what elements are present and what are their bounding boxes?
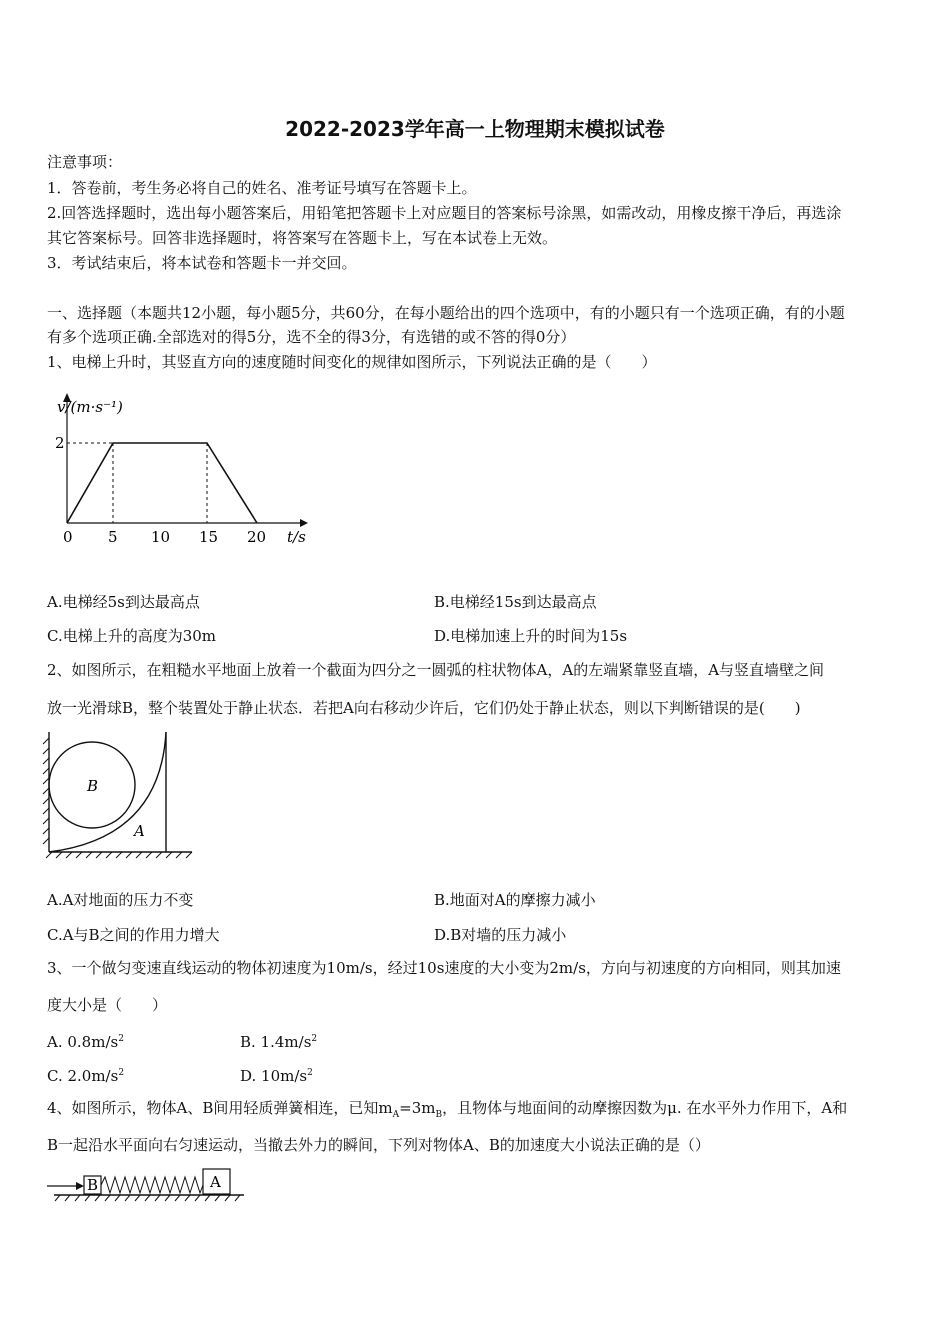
notice-item: 3．考试结束后，将本试卷和答题卡一并交回。 xyxy=(47,254,357,272)
t-tick-label: 0 xyxy=(63,528,73,546)
spring xyxy=(101,1177,203,1193)
ground-hatching xyxy=(46,852,192,858)
notice-item: 2.回答选择题时，选出每小题答案后，用铅笔把答题卡上对应题目的答案标号涂黑，如需改动，用橡皮擦干净后，再选涂 xyxy=(47,204,842,222)
option-d: D.B对墙的压力减小 xyxy=(434,926,567,944)
question-3-stem: 3、一个做匀变速直线运动的物体初速度为10m/s，经过10s速度的大小变为2m/s，方向与初速度的方向相同，则其加速 xyxy=(47,959,841,977)
t-tick-label: 5 xyxy=(108,528,118,546)
question-2-stem: 2、如图所示，在粗糙水平地面上放着一个截面为四分之一圆弧的柱状物体A，A的左端紧靠竖直墙，A与竖直墙壁之间 xyxy=(47,661,825,679)
wall-ball-diagram xyxy=(40,728,200,860)
ground-hatching xyxy=(55,1195,240,1201)
block-b-label: B xyxy=(87,1176,99,1194)
option-a: A. $0.8m/s^2$ xyxy=(47,1033,124,1051)
section-intro: 一、选择题（本题共12小题，每小题5分，共60分，在每小题给出的四个选项中，有的小题只有一个选项正确，有的小题 xyxy=(47,304,845,322)
velocity-line xyxy=(67,443,257,523)
v-axis-label: v/(m·s⁻¹) xyxy=(57,398,123,416)
option-c: C.电梯上升的高度为30m xyxy=(47,627,217,645)
t-tick-label: 15 xyxy=(199,528,219,546)
section-intro: 有多个选项正确.全部选对的得5分，选不全的得3分，有选错的或不答的得0分） xyxy=(47,328,576,346)
question-1-stem: 1、电梯上升时，其竖直方向的速度随时间变化的规律如图所示，下列说法正确的是（ ） xyxy=(47,353,657,371)
ball-b-label: B xyxy=(87,777,99,795)
t-tick-label: 10 xyxy=(151,528,171,546)
option-c: C.A与B之间的作用力增大 xyxy=(47,926,220,944)
question-4-stem: 4、如图所示，物体A、B间用轻质弹簧相连，已知$m_A=3m_B$，且物体与地面间的动摩擦因数为μ. 在水平外力作用下，A和 xyxy=(47,1099,848,1120)
t-axis-label: t/s xyxy=(287,528,306,546)
question-3-stem: 度大小是（ ） xyxy=(47,996,168,1014)
notice-item: 其它答案标号。回答非选择题时，将答案写在答题卡上，写在本试卷上无效。 xyxy=(47,229,558,247)
option-c: C. $2.0m/s^2$ xyxy=(47,1067,125,1085)
velocity-time-graph xyxy=(45,390,315,550)
wall-hatching xyxy=(43,738,49,844)
page-title: 2022-2023学年高一上物理期末模拟试卷 xyxy=(285,117,665,141)
option-a: A.A对地面的压力不变 xyxy=(47,891,194,909)
option-b: B.电梯经15s到达最高点 xyxy=(434,593,597,611)
option-a: A.电梯经5s到达最高点 xyxy=(47,593,200,611)
t-tick-label: 20 xyxy=(247,528,267,546)
notice-heading: 注意事项： xyxy=(47,153,123,171)
block-a-label: A xyxy=(210,1173,221,1191)
option-b: B. $1.4m/s^2$ xyxy=(240,1033,318,1051)
body-a-label: A xyxy=(134,822,145,840)
notice-item: 1．答卷前，考生务必将自己的姓名、准考证号填写在答题卡上。 xyxy=(47,179,477,197)
question-2-stem: 放一光滑球B，整个装置处于静止状态．若把A向右移动少许后，它们仍处于静止状态，则以下判断错误的是( ) xyxy=(47,699,801,717)
option-d: D.电梯加速上升的时间为15s xyxy=(434,627,628,645)
option-d: D. $10m/s^2$ xyxy=(240,1067,313,1085)
option-b: B.地面对A的摩擦力减小 xyxy=(434,891,596,909)
t-axis-arrow xyxy=(300,519,308,527)
question-4-stem: B一起沿水平面向右匀速运动，当撤去外力的瞬间，下列对物体A、B的加速度大小说法正确的是（） xyxy=(47,1136,710,1154)
force-arrowhead xyxy=(76,1182,84,1190)
v-tick-label: 2 xyxy=(55,434,65,452)
spring-blocks-diagram xyxy=(44,1165,249,1207)
